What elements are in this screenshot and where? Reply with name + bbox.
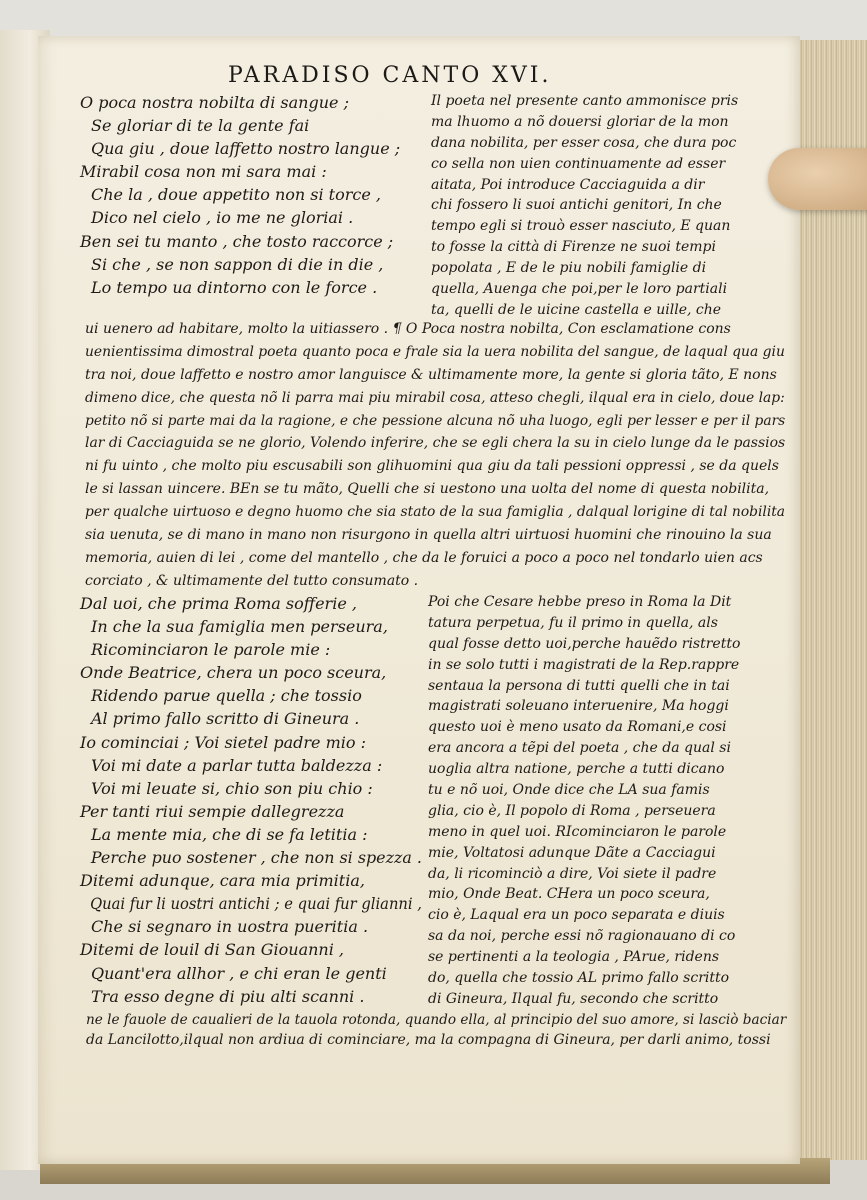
commentary-line: da Lancilotto,ilqual non ardiua di cominciare, ma la compagna di Gineura, per darli animo, tossi (86, 1032, 771, 1048)
commentary-line: aitata, Poi introduce Cacciaguida a dir (431, 176, 705, 193)
verse-line: O poca nostra nobilta di sangue ; (80, 93, 349, 112)
commentary-line: dimeno dice, che questa nõ li parra mai piu mirabil cosa, atteso chegli, ilqual era in cielo, doue lap: (85, 389, 785, 406)
commentary-line: qual fosse detto uoi,perche hauẽdo ristretto (428, 635, 741, 652)
commentary-line: le si lassan uincere. BEn se tu mãto, Quelli che si uestono una uolta del nome di questa nobilita, (85, 481, 770, 498)
commentary-line: ma lhuomo a nõ douersi gloriar de la mon (431, 113, 729, 130)
verse-line: Si che , se non sappon di die in die , (91, 254, 384, 274)
commentary-line: mio, Onde Beat. CHera un poco sceura, (428, 886, 710, 903)
verse-line: Io cominciai ; Voi sietel padre mio : (80, 732, 366, 752)
commentary-line: dana nobilita, per esser cosa, che dura poc (431, 134, 737, 151)
commentary-line: in se solo tutti i magistrati de la Rep.rappre (428, 656, 740, 673)
commentary-column-2 (428, 592, 740, 1010)
commentary-line: popolata , E de le piu nobili famiglie di (431, 260, 707, 277)
verse-line: Onde Beatrice, chera un poco sceura, (80, 663, 387, 683)
commentary-line: se pertinenti a la teologia , PArue, ridens (428, 949, 720, 966)
verse-line: Ben sei tu manto , che tosto raccorce ; (80, 231, 394, 251)
verse-line: Lo tempo ua dintorno con le force . (91, 277, 378, 297)
verse-line: La mente mia, che di se fa letitia : (91, 824, 368, 844)
commentary-line: sentaua la persona di tutti quelli che in tai (428, 677, 730, 694)
verse-line: Ricominciaron le parole mie : (91, 640, 331, 660)
commentary-line: tra noi, doue laffetto e nostro amor languisce & ultimamente more, la gente si gloria tãto, E nons (85, 366, 777, 383)
verse-line: Per tanti riui sempie dallegrezza (80, 801, 345, 821)
verse-block-2 (80, 592, 452, 1008)
book-page (38, 36, 800, 1164)
commentary-line: lar di Cacciaguida se ne glorio, Volendo inferire, che se egli chera la su in cielo lunge da le passios (85, 435, 786, 452)
commentary-line: memoria, auien di lei , come del mantello , che da le foruici a poco a poco nel tondarlo uien acs (85, 549, 763, 566)
commentary-line: tempo egli si trouò esser nasciuto, E quan (431, 218, 731, 235)
commentary-line: era ancora a tẽpi del poeta , che da qual si (428, 740, 731, 757)
verse-line: Quai fur li uostri antichi ; e quai fur glianni , (90, 894, 422, 914)
verse-line: Che si segnaro in uostra pueritia . (91, 917, 369, 937)
commentary-line: uenientissima dimostral poeta quanto poca e frale sia la uera nobilita del sangue, de laqual qua giu (85, 343, 785, 360)
commentary-column-1 (431, 91, 738, 321)
verse-line: Ditemi adunque, cara mia primitia, (80, 871, 365, 891)
commentary-line: ne le fauole de caualieri de la tauola rotonda, quando ella, al principio del suo amore, si lasciò baciar (86, 1012, 787, 1028)
verse-line: Dico nel cielo , io me ne gloriai . (91, 208, 354, 228)
commentary-line: magistrati soleuano interuenire, Ma hoggi (428, 698, 729, 715)
commentary-line: uoglia altra natione, perche a tutti dicano (428, 761, 725, 778)
backdrop (0, 0, 867, 40)
commentary-line: tu e nõ uoi, Onde dice che LA sua famis (428, 782, 710, 799)
commentary-line: per qualche uirtuoso e degno huomo che sia stato de la sua famiglia , dalqual lorigine di tal nobilita (85, 504, 786, 521)
commentary-line: Poi che Cesare hebbe preso in Roma la Dit (428, 594, 732, 610)
commentary-line: co sella non uien continuamente ad esser (431, 155, 726, 172)
commentary-line: glia, cio è, Il popolo di Roma , perseuera (428, 802, 716, 819)
verse-line: Voi mi date a parlar tutta baldezza : (91, 755, 383, 775)
commentary-line: cio è, Laqual era un poco separata e diuis (428, 907, 725, 924)
verse-line: Dal uoi, che prima Roma sofferie , (80, 594, 357, 613)
commentary-line: quella, Auenga che poi,per le loro partiali (431, 281, 728, 298)
commentary-line: to fosse la città di Firenze ne suoi tempi (431, 239, 716, 256)
commentary-line: petito nõ si parte mai da la ragione, e che pessione alcuna nõ uha luogo, egli per lesser e per il pars (85, 412, 786, 429)
commentary-line: da, li ricominciò a dire, Voi siete il padre (428, 865, 717, 882)
commentary-line: mie, Voltatosi adunque Dãte a Cacciagui (428, 844, 716, 861)
commentary-line: chi fossero li suoi antichi genitori, In che (431, 197, 722, 214)
verse-line: Ridendo parue quella ; che tossio (91, 686, 362, 706)
commentary-line: sia uenuta, se di mano in mano non risurgono in quella altri uirtuosi huomini che rinouino la sua (85, 527, 772, 544)
commentary-line: meno in quel uoi. RIcominciaron le parole (428, 823, 727, 840)
commentary-full-width-1 (85, 318, 796, 593)
verse-line: Ditemi de louil di San Giouanni , (80, 940, 344, 960)
commentary-line: questo uoi è meno usato da Romani,e cosi (428, 719, 727, 736)
page-clip (768, 148, 867, 210)
commentary-line: ta, quelli de le uicine castella e uille, che (431, 301, 722, 318)
commentary-line: Il poeta nel presente canto ammonisce pris (431, 93, 739, 109)
commentary-full-width-2 (86, 1010, 805, 1050)
commentary-line: corciato , & ultimamente del tutto consumato . (85, 572, 419, 589)
verse-line: Voi mi leuate si, chio son piu chio : (91, 778, 373, 798)
running-header: PARADISO CANTO XVI. (228, 63, 552, 88)
verse-line: Se gloriar di te la gente fai (91, 116, 310, 136)
verse-line: In che la sua famiglia men perseura, (91, 617, 388, 637)
verse-line: Mirabil cosa non mi sara mai : (80, 162, 327, 182)
verse-line: Perche puo sostener , che non si spezza . (90, 848, 422, 868)
verse-line: Qua giu , doue laffetto nostro langue ; (91, 139, 401, 159)
verse-line: Quant'era allhor , e chi eran le genti (91, 963, 387, 983)
verse-line: Tra esso degne di piu alti scanni . (91, 986, 365, 1006)
commentary-line: sa da noi, perche essi nõ ragionauano di co (428, 928, 736, 945)
verse-block-1 (80, 91, 400, 299)
commentary-line: ui uenero ad habitare, molto la uitiassero . ¶ O Poca nostra nobilta, Con esclamatione cons (85, 321, 731, 337)
verse-line: Al primo fallo scritto di Gineura . (91, 709, 360, 729)
commentary-line: do, quella che tossio AL primo fallo scritto (428, 970, 730, 987)
commentary-line: di Gineura, Ilqual fu, secondo che scritto (428, 990, 719, 1007)
commentary-line: ni fu uinto , che molto piu escusabili son glihuomini qua giu da tali pessioni oppressi , se da quels (85, 458, 779, 475)
verse-line: Che la , doue appetito non si torce , (91, 185, 381, 205)
commentary-line: tatura perpetua, fu il primo in quella, als (428, 614, 718, 631)
